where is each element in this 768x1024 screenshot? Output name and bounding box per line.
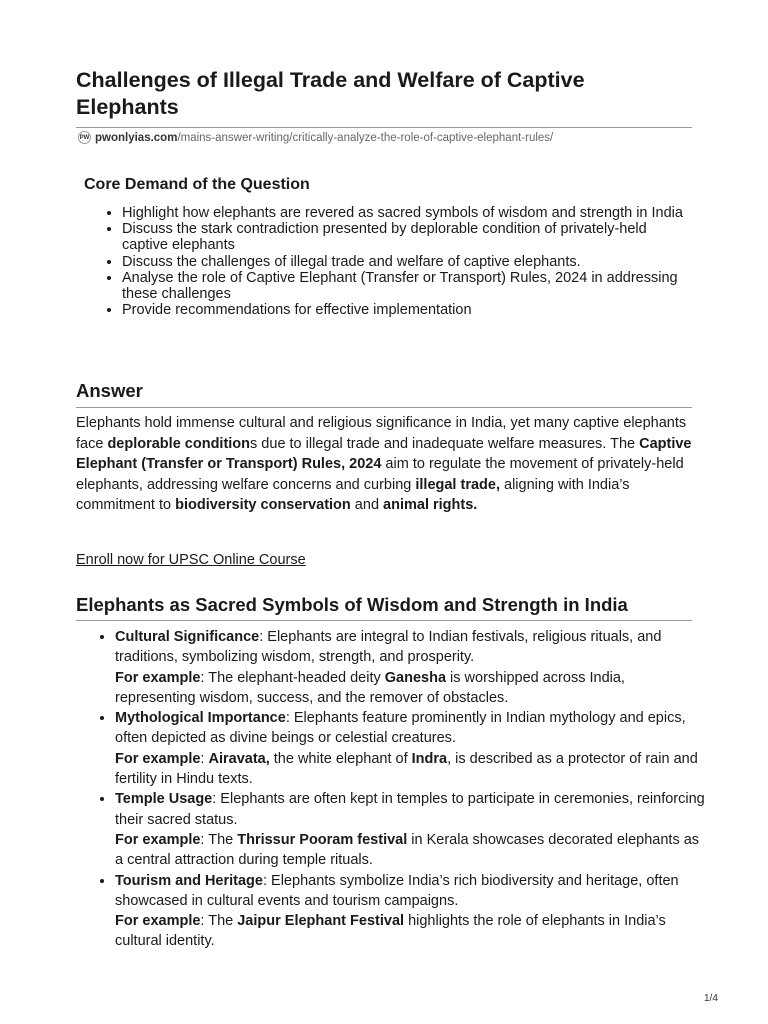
example-bold: Indra — [411, 750, 448, 767]
point-term: Cultural Significance — [115, 629, 260, 645]
list-item: • Discuss the challenges of illegal trade and welfare of captive elephants. — [122, 254, 692, 270]
answer-text: aligning with India’s commitment to — [76, 476, 630, 514]
site-logo-icon: PW — [78, 131, 91, 144]
title-divider — [76, 127, 692, 128]
enroll-link[interactable]: Enroll now for UPSC Online Course — [76, 552, 306, 568]
example-text: : The — [200, 831, 238, 848]
answer-text: aim to regulate the movement of privately-held elephants, addressing welfare concerns and curbing — [76, 456, 684, 493]
answer-bold-text: Captive Elephant (Transfer or Transport) Rules, 2024 — [76, 435, 692, 473]
example-label: For example — [115, 750, 201, 767]
list-item: • Analyse the role of Captive Elephant (Transfer or Transport) Rules, 2024 in addressing these challenges — [122, 270, 692, 302]
source-path: /mains-answer-writing/critically-analyze-the-role-of-captive-elephant-rules/ — [177, 131, 554, 144]
core-demand-heading: Core Demand of the Question — [84, 176, 310, 193]
answer-paragraph — [76, 413, 692, 516]
point-description: : Elephants feature prominently in Indian mythology and epics, often depicted as divine beings or celestial creatures. — [115, 710, 686, 747]
point-description: : Elephants are integral to Indian festivals, religious rituals, and traditions, symbolizing wisdom, strength, and prosperity. — [115, 629, 662, 666]
list-item — [115, 708, 705, 789]
answer-text: s due to illegal trade and inadequate welfare measures. The — [250, 435, 640, 452]
list-item — [115, 627, 705, 708]
source-url[interactable] — [78, 131, 553, 144]
answer-heading: Answer — [76, 380, 143, 401]
example-label: For example — [115, 831, 201, 848]
answer-bold-text: deplorable condition — [107, 435, 251, 452]
answer-text: Elephants hold immense cultural and religious significance in India, yet many captive elephants face — [76, 415, 687, 452]
point-term: Mythological Importance — [115, 710, 286, 727]
list-item: • Discuss the stark contradiction presented by deplorable condition of privately-held captive elephants — [122, 221, 692, 253]
example-text: in Kerala showcases decorated elephants as a central attraction during temple rituals. — [115, 831, 700, 869]
example-bold: Jaipur Elephant Festival — [237, 913, 405, 930]
point-description: : Elephants symbolize India’s rich biodiversity and heritage, often showcased in cultural events and tourism campaigns. — [115, 872, 679, 909]
point-description: : Elephants are often kept in temples to participate in ceremonies, reinforcing their sacred status. — [115, 791, 705, 828]
example-label: For example — [115, 913, 201, 930]
page-title: Challenges of Illegal Trade and Welfare of Captive Elephants — [76, 68, 585, 119]
example-bold: Ganesha — [384, 669, 447, 686]
example-text: highlights the role of elephants in India’s cultural identity. — [115, 913, 666, 950]
answer-bold-text: animal rights. — [383, 497, 478, 514]
list-item — [115, 871, 705, 952]
example-text: : The — [200, 913, 238, 930]
list-item: • Provide recommendations for effective implementation — [122, 302, 692, 318]
source-domain: pwonlyias.com — [95, 131, 178, 144]
point-term: Temple Usage — [115, 791, 213, 808]
example-bold: Thrissur Pooram festival — [237, 831, 408, 848]
section-heading: Elephants as Sacred Symbols of Wisdom and Strength in India — [76, 594, 628, 615]
example-text: is worshipped across India, representing wisdom, success, and the remover of obstacles. — [115, 669, 625, 706]
example-text: the white elephant of — [269, 750, 412, 767]
answer-bold-text: illegal trade, — [415, 476, 500, 493]
example-label: For example — [115, 669, 201, 686]
section-divider — [76, 620, 692, 621]
list-item — [115, 789, 705, 870]
answer-bold-text: biodiversity conservation — [175, 497, 351, 514]
point-term: Tourism and Heritage — [115, 872, 263, 889]
sacred-symbols-list — [98, 627, 705, 952]
answer-text: and — [350, 497, 384, 514]
example-text: : — [200, 750, 209, 767]
list-item: • Highlight how elephants are revered as sacred symbols of wisdom and strength in India — [122, 205, 692, 221]
answer-divider — [76, 407, 692, 408]
example-text: : The elephant-headed deity — [200, 669, 385, 686]
example-text: , is described as a protector of rain and fertility in Hindu texts. — [115, 750, 698, 788]
page-number: 1/4 — [704, 993, 718, 1004]
example-bold: Airavata, — [208, 750, 270, 767]
core-demand-list — [104, 205, 692, 318]
